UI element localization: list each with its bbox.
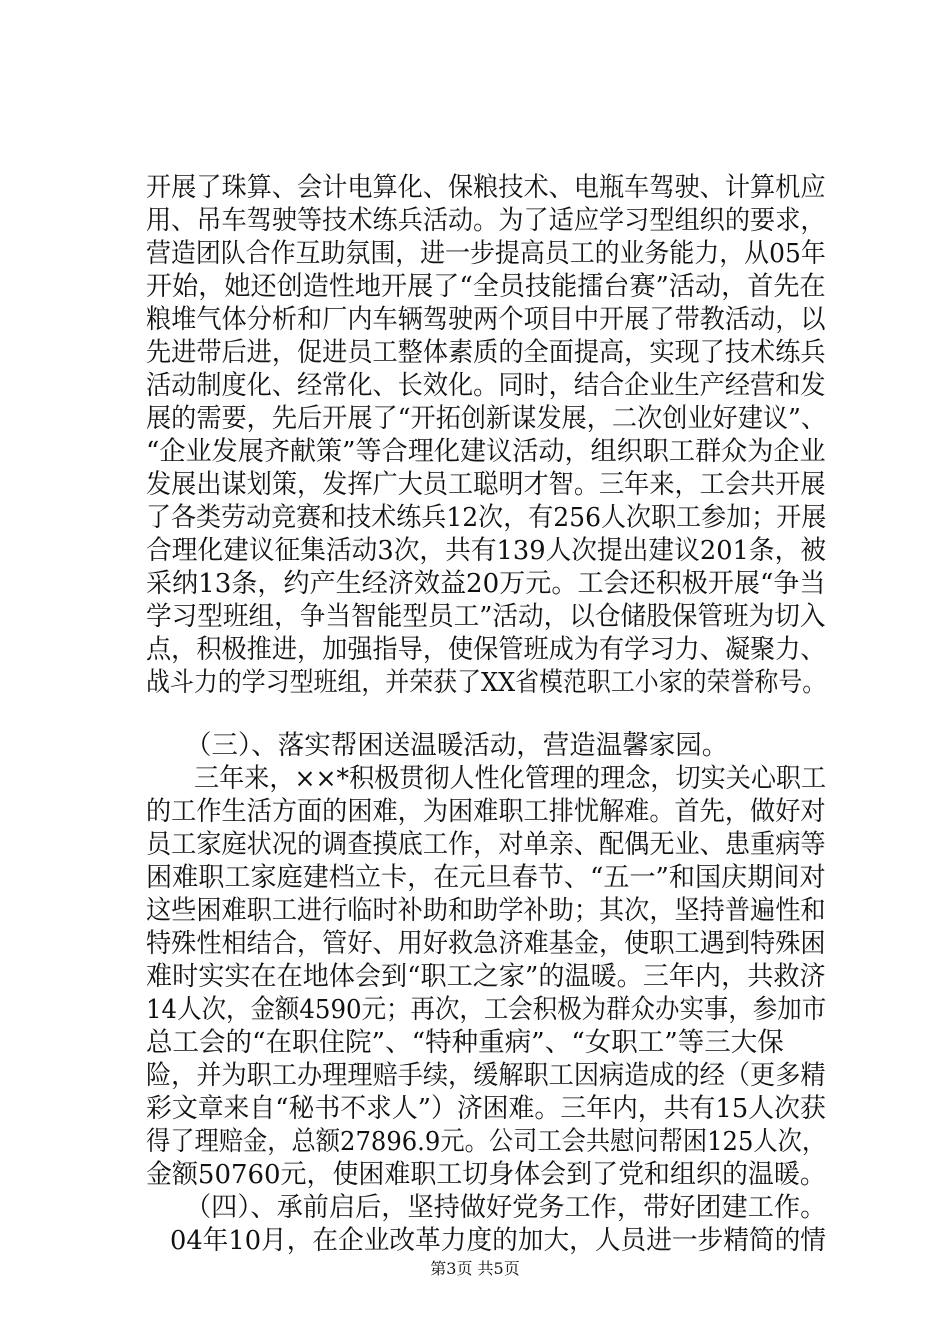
paragraph-2-line: 彩文章来自“秘书不求人”）济困难。三年内，共有15人次获 — [146, 1093, 826, 1124]
paragraph-1-line: 展的需要，先后开展了“开拓创新谋发展，二次创业好建议”、 — [146, 403, 827, 434]
paragraph-1-line: 点，积极推进，加强指导，使保管班成为有学习力、凝聚力、 — [146, 634, 826, 665]
paragraph-1-line: 用、吊车驾驶等技术练兵活动。为了适应学习型组织的要求， — [146, 205, 826, 236]
paragraph-1-line: 开始，她还创造性地开展了“全员技能擂台赛”活动，首先在 — [146, 271, 826, 302]
section-heading-4: （四）、承前启后，坚持做好党务工作，带好团建工作。 — [185, 1192, 827, 1223]
paragraph-1-line: 学习型班组，争当智能型员工”活动，以仓储股保管班为切入 — [146, 601, 826, 632]
paragraph-1-line: 采纳13条，约产生经济效益20万元。工会还积极开展“争当 — [146, 568, 826, 599]
paragraph-2-line: 难时实实在在地体会到“职工之家”的温暖。三年内，共救济 — [146, 961, 826, 992]
section-heading-3: （三）、落实帮困送温暖活动，营造温馨家园。 — [185, 730, 729, 761]
paragraph-2-line: 特殊性相结合，管好、用好救急济难基金，使职工遇到特殊困 — [146, 928, 826, 959]
paragraph-2-line: 的工作生活方面的困难，为困难职工排忧解难。首先，做好对 — [146, 796, 826, 827]
paragraph-1-line: 营造团队合作互助氛围，进一步提高员工的业务能力，从05年 — [146, 238, 826, 269]
paragraph-1-line: 合理化建议征集活动3次，共有139人次提出建议201条，被 — [146, 535, 827, 566]
paragraph-3-line: 04年10月，在企业改革力度的加大，人员进一步精简的情 — [170, 1225, 826, 1256]
paragraph-2-line: 困难职工家庭建档立卡，在元旦春节、“五一”和国庆期间对 — [146, 862, 826, 893]
paragraph-2-line: 金额50760元，使困难职工切身体会到了党和组织的温暖。 — [146, 1159, 826, 1190]
paragraph-2-line: 三年来，××*积极贯彻人性化管理的理念，切实关心职工 — [194, 763, 827, 794]
paragraph-1-line: 了各类劳动竞赛和技术练兵12次，有256人次职工参加；开展 — [146, 502, 827, 533]
paragraph-1-line: 粮堆气体分析和厂内车辆驾驶两个项目中开展了带教活动，以 — [146, 304, 826, 335]
paragraph-1-line: 活动制度化、经常化、长效化。同时，结合企业生产经营和发 — [146, 370, 826, 401]
paragraph-2-line: 14人次，金额4590元；再次，工会积极为群众办实事，参加市 — [146, 994, 827, 1025]
paragraph-1-line: “企业发展齐献策”等合理化建议活动，组织职工群众为企业 — [146, 436, 826, 467]
paragraph-2-line: 总工会的“在职住院”、“特种重病”、“女职工”等三大保 — [146, 1027, 784, 1058]
paragraph-2-line: 得了理赔金，总额27896.9元。公司工会共慰问帮困125人次， — [146, 1126, 827, 1157]
paragraph-2-line: 险，并为职工办理理赔手续，缓解职工因病造成的经（更多精 — [146, 1060, 826, 1091]
paragraph-1-line: 开展了珠算、会计电算化、保粮技术、电瓶车驾驶、计算机应 — [146, 172, 826, 203]
paragraph-1-line: 战斗力的学习型班组，并荣获了XX省模范职工小家的荣誉称号。 — [146, 667, 827, 698]
paragraph-1-line: 先进带后进，促进员工整体素质的全面提高，实现了技术练兵 — [146, 337, 826, 368]
page-footer: 第3页 共5页 — [430, 1259, 520, 1278]
paragraph-1-line: 发展出谋划策，发挥广大员工聪明才智。三年来，工会共开展 — [146, 469, 826, 500]
paragraph-2-line: 这些困难职工进行临时补助和助学补助；其次，坚持普遍性和 — [146, 895, 826, 926]
paragraph-2-line: 员工家庭状况的调查摸底工作，对单亲、配偶无业、患重病等 — [146, 829, 826, 860]
